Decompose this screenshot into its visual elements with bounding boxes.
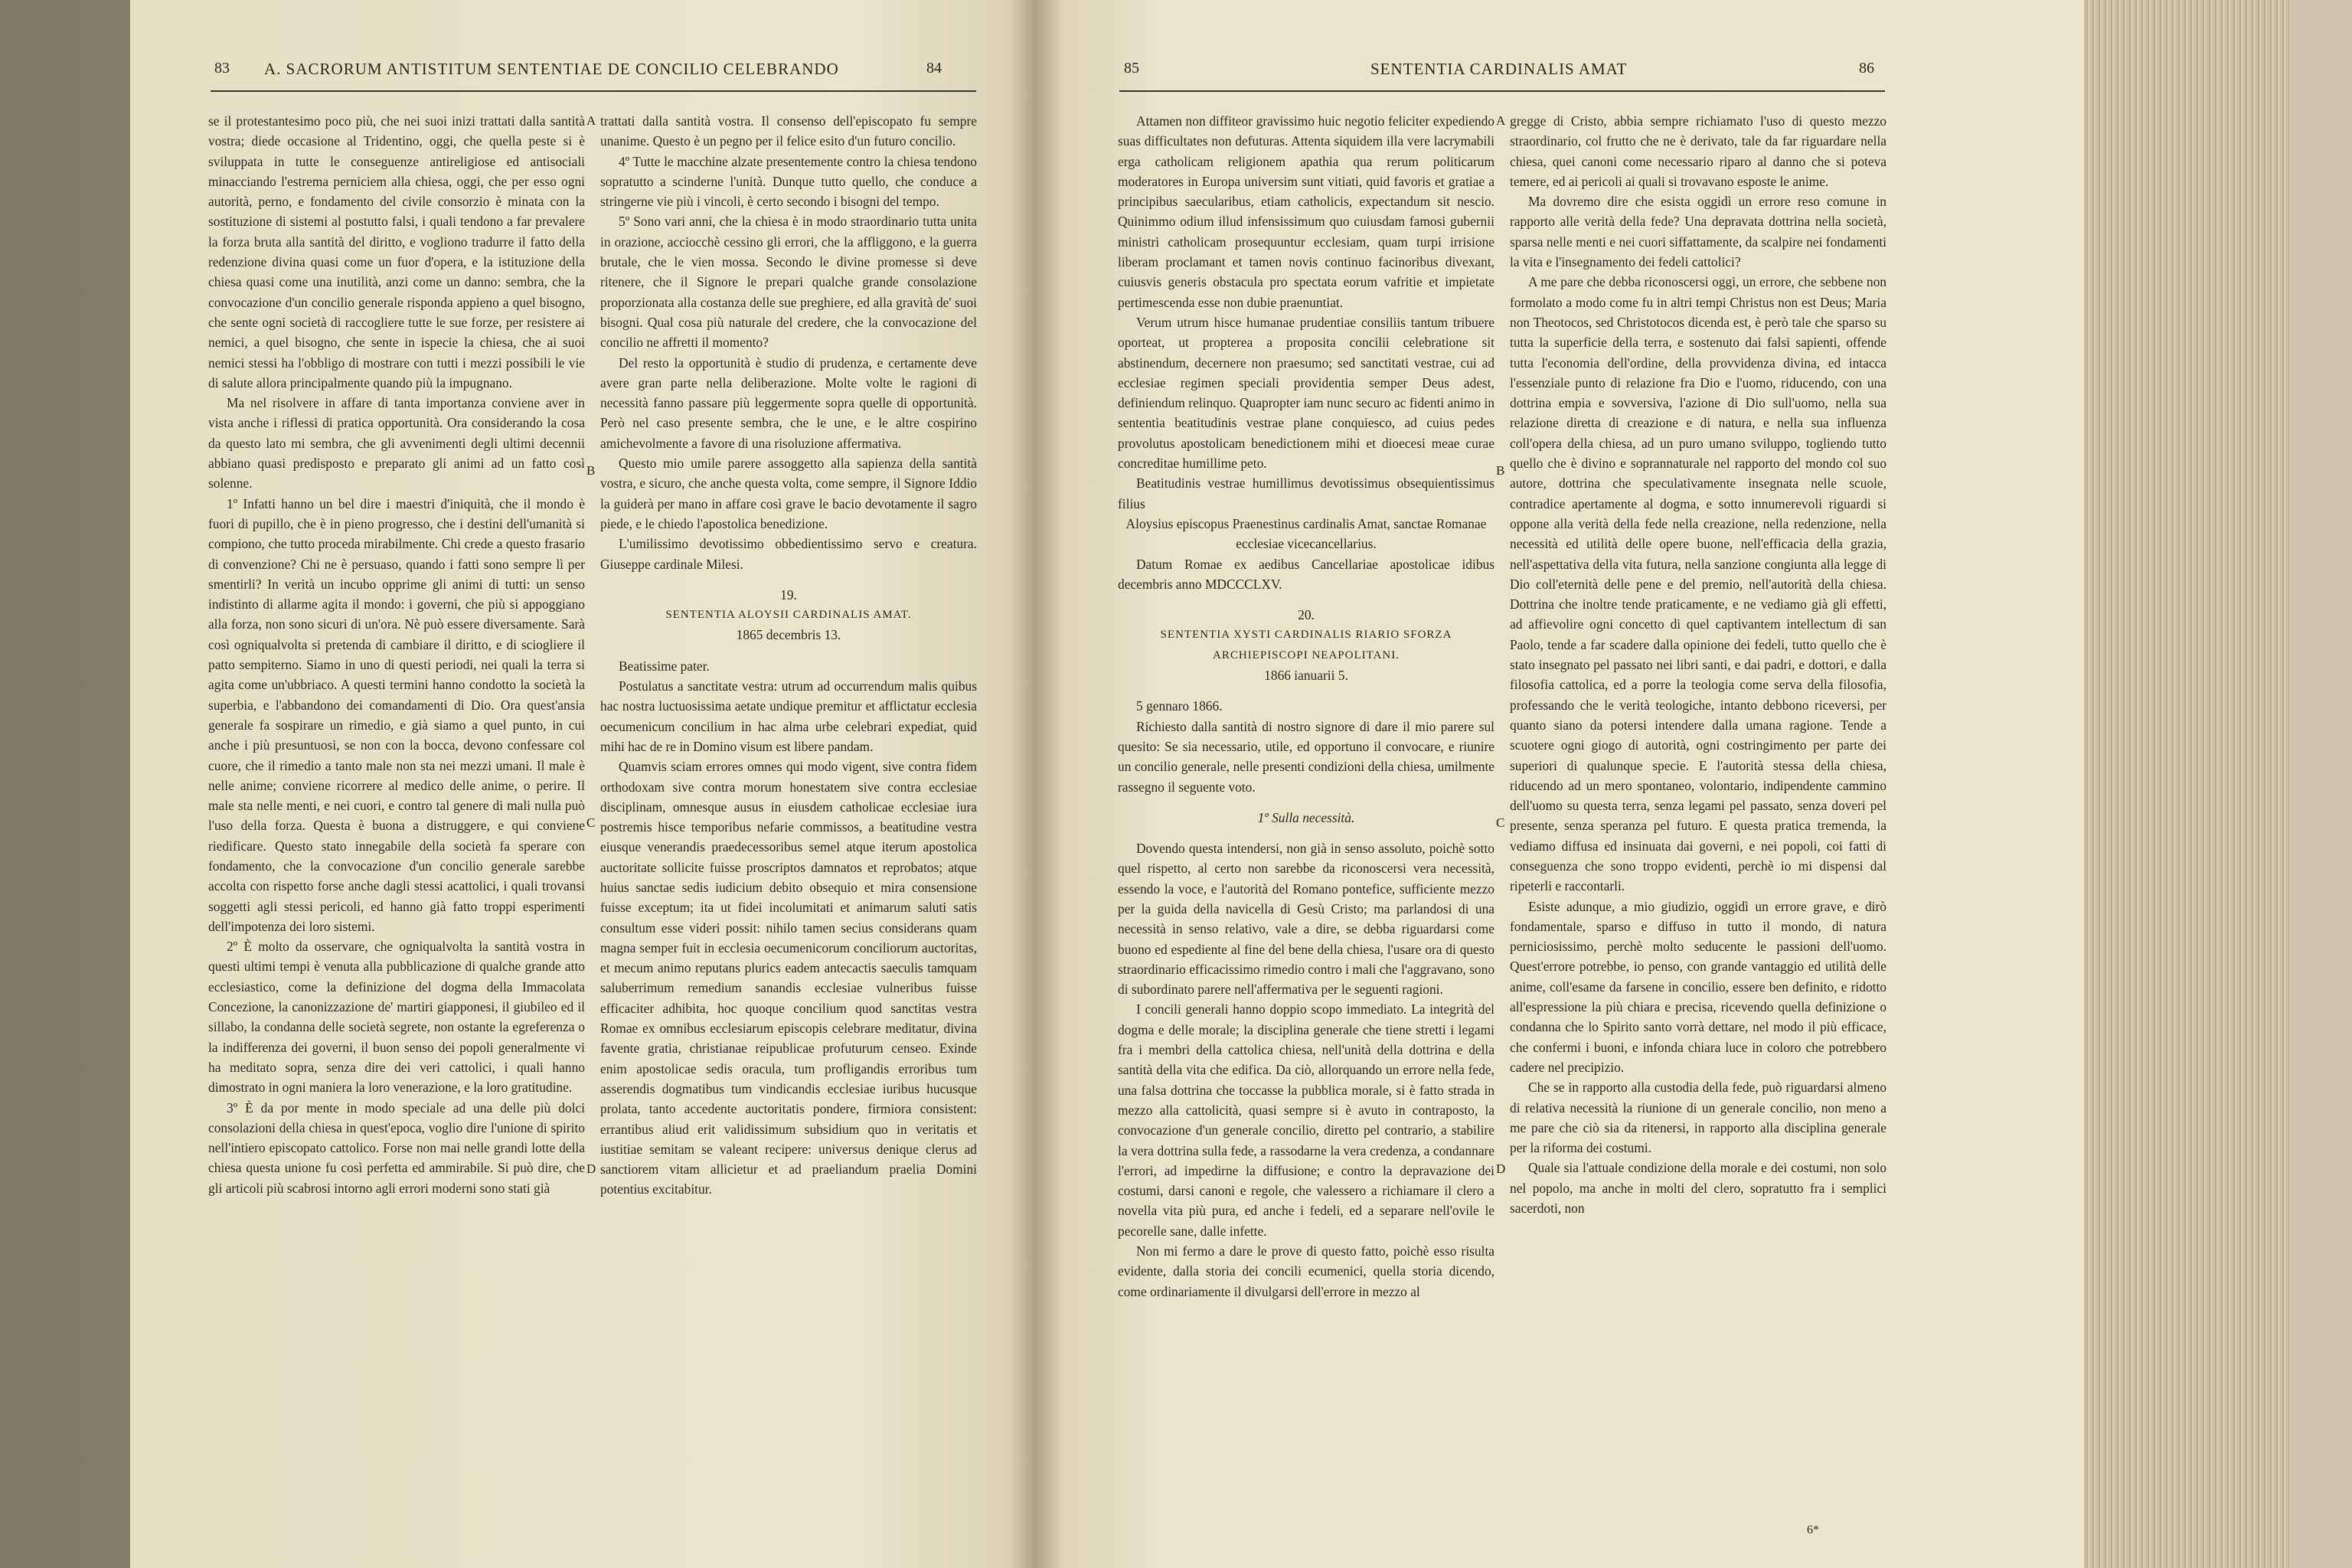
right-page-column-1 — [1118, 111, 1494, 1535]
paragraph: trattati dalla santità vostra. Il consenso dell'episcopato fu sempre unanime. Questo è un pegno per il felice esito d'un futuro concilio. — [600, 113, 977, 149]
left-page — [130, 0, 1034, 1568]
paragraph-gap — [600, 645, 977, 656]
section-heading: 1º Sulla necessità. — [1257, 809, 1355, 825]
paragraph: Quale sia l'attuale condizione della morale e dei costumi, non solo nel popolo, ma anche in molti del clero, sopratutto fra i semplici sacerdoti, non — [1510, 1160, 1886, 1217]
right-running-head: SENTENTIA CARDINALIS AMAT — [1370, 60, 1628, 78]
margin-marker-a: A — [1496, 113, 1506, 128]
page-number-84: 84 — [926, 60, 942, 77]
paragraph: gregge di Cristo, abbia sempre richiamato l'uso di questo mezzo straordinario, col frutto che ne è derivato, tale da far riguardare nella chiesa, quei canoni come necessario riparo al danno che si poteva temere, ed ai pericoli ai quali si trovavano esposte le anime. — [1510, 113, 1886, 189]
book-cover-edge — [2289, 0, 2352, 1568]
paragraph: Richiesto dalla santità di nostro signore di dare il mio parere sul quesito: Se sia necessario, utile, ed opportuno il convocare, e riunire un concilio generale, nelle presenti condizioni della chiesa, umilmente rassegno il seguente voto. — [1118, 718, 1494, 795]
paragraph: Attamen non diffiteor gravissimo huic negotio feliciter expediendo suas difficultates non defuturas. Attenta siquidem illa vere lacrymabili erga catholicam religionem apathia qua rerum politicarum moderatores in Europa universim sunt vitiati, quid favoris et gratiae a principibus saecularibus, etiam catholicis, expectandum sit nescio. Quinimmo odium illud infensissimum quo cuiusdam famosi gubernii ministri catholicam prosequuntur ecclesiam, quam turpi irrisione liberam proclamant et tamen novis continuo facinoribus divexant, cuiusvis generis obstacula pro spectata eorum vafritie et impietate pertimescenda esse non dubie praenuntiat. — [1118, 113, 1494, 310]
right-page — [1034, 0, 2084, 1568]
paragraph: Esiste adunque, a mio giudizio, oggidì un errore grave, e dirò fondamentale, sparso e diffuso in tutto il mondo, di natura perniciosissimo, perchè molto seducente le passioni dell'uomo. Quest'errore potrebbe, io penso, con grande vantaggio ed utilità delle anime, coll'esame da farsene in concilio, essere ben definito, e ridotto all'espressione la più chiara e precisa, ricevendo quella definizione o condanna che lo Spirito santo vorrà dettare, nel modo il più efficace, che confermi i buoni, e infonda chiara luce in coloro che potrebbero cadere nel precipizio. — [1510, 898, 1886, 1075]
paragraph: se il protestantesimo poco più, che nei suoi inizi trattati dalla santità vostra; diede occasione al Tridentino, oggi, che quella peste si è sviluppata in tutte le conseguenze antireligiose ed antisociali minacciando l'estrema perniciem alla chiesa, oggi, che per esso ogni autorità, perno, e fondamento del civile consorzio è minata con la sostituzione di sistemi al postutto falsi, i quali tendono a far prevalere la forza bruta alla santità del diritto, e vogliono tradurre il fatto della redenzione divina quasi come un fuor d'opera, e la istituzione della chiesa quasi come una inutilità, anzi come un danno: sembra, che la convocazione d'un concilio generale risponda appieno a quel bisogno, che sente ogni società di raccogliere tutte le sue forze, per resistere ai nemici, a quel bisogno, che sente in ispecie la chiesa, che ai suoi nemici stessi ha l'obbligo di mostrare con tutti i mezzi possibili le vie di salute allora principalmente quando più la impugnano. — [208, 113, 585, 390]
left-page-column-2 — [600, 111, 977, 1535]
section-heading: 20. — [1298, 607, 1315, 623]
paragraph: Beatissime pater. — [619, 658, 710, 674]
margin-marker-b: B — [586, 463, 596, 478]
paragraph: 3º È da por mente in modo speciale ad una delle più dolci consolazioni della chiesa in quest'epoca, voglio dire l'unione di spirito nell'intiero episcopato cattolico. Forse non mai nelle grandi lotte della chiesa questa unione fu così perfetta ed ammirabile. Si può dire, che gli articoli più scabrosi intorno agli errori moderni sono stati già — [208, 1099, 585, 1196]
section-heading: SENTENTIA XYSTI CARDINALIS RIARIO SFORZA ARCHIEPISCOPI NEAPOLITANI. — [1160, 629, 1452, 662]
section-heading: 19. — [780, 586, 797, 603]
paragraph-gap — [1118, 828, 1494, 838]
paragraph: L'umilissimo devotissimo obbedientissimo servo e creatura. Giuseppe cardinale Milesi. — [600, 536, 977, 572]
paragraph: Datum Romae ex aedibus Cancellariae apostolicae idibus decembris anno MDCCCLXV. — [1118, 556, 1494, 592]
paragraph: Non mi fermo a dare le prove di questo fatto, poichè esso risulta evidente, dalla storia dei concili ecumenici, quella storia dicendo, come ordinariamente il divulgarsi dell'errore in mezzo al — [1118, 1243, 1494, 1299]
paragraph: 4º Tutte le macchine alzate presentemente contro la chiesa tendono sopratutto a scinderne l'unità. Dunque tutto quello, che conduce a stringerne vie più i vincoli, è certo secondo i bisogni del tempo. — [600, 153, 977, 210]
paragraph: Del resto la opportunità è studio di prudenza, e certamente deve avere gran parte nella deliberazione. Molte volte le ragioni di necessità fanno passare più leggermente sopra quelle di opportunità. Però nel caso presente sembra, che le une, e le altre cospirino amichevolmente a favore di una risoluzione affermativa. — [600, 354, 977, 451]
header-rule — [1119, 90, 1885, 92]
paragraph: 5º Sono vari anni, che la chiesa è in modo straordinario tutta unita in orazione, acciocchè cessino gli errori, che la affliggono, e la guerra brutale, che le vien mossa. Secondo le divine promesse si deve ritenere, che il Signore le prepari qualche grande consolazione proporzionata alla costanza delle sue preghiere, ed alla gravità de' suoi bisogni. Qual cosa più naturale del credere, che la convocazione del concilio ne affretti il momento? — [600, 214, 977, 351]
page-number-85: 85 — [1124, 60, 1139, 77]
signature-mark: 6* — [1807, 1524, 1819, 1537]
paragraph: Ma dovremo dire che esista oggidì un errore reso comune in rapporto alle verità della fede? Una depravata dottrina nella società, sparsa nelle menti e nei cuori siffattamente, da scalpire nei fondamenti la vita e l'insegnamento dei fedeli cattolici? — [1510, 194, 1886, 270]
paragraph-gap — [600, 574, 977, 585]
paragraph: Che se in rapporto alla custodia della fede, può riguardarsi almeno di relativa necessità la riunione di un generale concilio, non meno a me pare che ciò sia da ritenersi, in rapporto alla disciplina generale per la riforma dei costumi. — [1510, 1080, 1886, 1156]
paragraph: Beatitudinis vestrae humillimus devotissimus obsequientissimus filius — [1118, 475, 1494, 511]
paragraph: Dovendo questa intendersi, non già in senso assoluto, poichè sotto quel rispetto, al certo non sarebbe da riconoscersi vera necessità, essendo la voce, e l'autorità del Romano pontefice, sufficiente mezzo per la guida della navicella di Gesù Cristo; ma parlandosi di una necessità in senso relativo, vale a dire, se debba riguardarsi come buono ed espediente al fine del bene della chiesa, l'usare ora di questo straordinario efficacissimo rimedio contro i mali che l'aggravano, sono di subordinato parere nell'affermativa per le seguenti ragioni. — [1118, 841, 1494, 998]
paragraph: 5 gennaro 1866. — [1136, 698, 1223, 714]
margin-marker-d: D — [1496, 1161, 1506, 1176]
margin-marker-b: B — [1496, 463, 1505, 478]
section-heading: 1865 decembris 13. — [736, 627, 841, 643]
margin-marker-c: C — [586, 815, 596, 830]
margin-marker-d: D — [586, 1161, 596, 1176]
paragraph: Quamvis sciam errores omnes qui modo vigent, sive contra fidem orthodoxam sive contra morum honestatem sive contra ecclesiae disciplinam, omnesque ausus in eiusdem catholicae ecclesiae iura postremis hisce temporibus nefarie commissos, a beatitudine vestra eiusque venerandis praedecessoribus semel atque iterum apostolica auctoritate sollicite fuisse proscriptos damnatos et reprobatos; atque huius sanctae sedis iudicium debito obsequio et mira consensione fuisse exceptum; ita ut fidei incolumitati et animarum saluti satis consultum esse videri possit: nihilo tamen secius considerans quam magna semper fuit in ecclesia oecumenicorum conciliorum auctoritas, et mecum animo reputans plurics eadem antecactis saeculis tamquam saluberrimum remedium sanandis ecclesiae vulneribus fuisse efficaciter adhibita, hoc quoque concilium quod sanctitas vestra Romae ex omnibus ecclesiarum episcopis celebrare meditatur, divina favente gratia, christianae reipublicae profuturum censeo. Exinde enim apostolicae sedis oracula, tum profligandis erroribus tum asserendis dogmatibus tum vindicandis ecclesiae iuribus hucusque prolata, tanto accedente auctoritatis pondere, firmiora consistent: errantibus aliud erit validissimum subsidium quo in veritatis et iustitiae semitam se valeant recipere: universus denique clerus ad sanctiorem vitam allicietur et ad praeliandum praelia Domini potentius excitabitur. — [600, 759, 977, 1197]
margin-marker-c: C — [1496, 815, 1505, 830]
paragraph-gap — [1118, 685, 1494, 696]
paragraph: Questo mio umile parere assoggetto alla sapienza della santità vostra, e sicuro, che anche questa volta, come sempre, il Signore Iddio la guiderà per mano in affare così grave le bacio devotamente il sagro piede, e le chiedo l'apostolica benedizione. — [600, 456, 977, 531]
header-rule — [211, 90, 976, 92]
paragraph: Verum utrum hisce humanae prudentiae consiliis tantum tribuere oporteat, ut propterea a proposita concilii celebratione sit abstinendum, decernere non praesumo; sed sanctitati vestrae, cui ad ecclesiae regimen speciali providentia semper Deus adest, definiendum relinquo. Quapropter iam nunc securo ac fidenti animo in sententia beatitudinis vestrae plane conquiesco, ad cuius pedes provolutus apostolicam benedictionem mihi et dioecesi meae curae concreditae humillime peto. — [1118, 314, 1494, 472]
paragraph: 2º È molto da osservare, che ogniqualvolta la santità vostra in questi ultimi tempi è venuta alla pubblicazione di qualche grande atto ecclesiastico, come la definizione del dogma della Immacolata Concezione, la canonizzazione de' martiri giapponesi, il giubileo ed il sillabo, la condanna delle società segrete, non ostante la egreferenza o la indifferenza dei governi, il buon senso dei popoli generalmente vi ha meditato sopra, senza dire dei veri cattolici, i quali hanno dimostrato in ogni maniera la loro venerazione, e la loro gratitudine. — [208, 939, 585, 1096]
page-number-86: 86 — [1859, 60, 1874, 77]
paragraph: I concili generali hanno doppio scopo immediato. La integrità del dogma e delle morale; la disciplina generale che tiene stretti i legami fra i membri della cattolica chiesa, nell'unità della dottrina e della santità della vita che edifica. Da ciò, allorquando un errore nella fede, una falsa dottrina che toccasse la pubblica morale, si è fatto strada in mezzo alla cattolicità, quasi sempre si è avuto in contraposto, la convocazione d'un generale concilio, diretto pel contrario, a stabilire la vera dottrina sulla fede, a rassodarne la vera credenza, a condannare l'errori, ad impedirne la diffusione; e contro la depravazione dei costumi, darsi canoni e regole, che valessero a richiamare il clero a novella vita più pura, ed anche i fedeli, ed a separare nell'ovile le pecorelle sane, dalle infette. — [1118, 1001, 1494, 1239]
left-page-column-1 — [208, 111, 585, 1535]
paragraph-gap — [1118, 797, 1494, 808]
section-heading: 1866 ianuarii 5. — [1264, 668, 1348, 684]
margin-marker-a: A — [586, 113, 596, 128]
paragraph: 1º Infatti hanno un bel dire i maestri d'iniquità, che il mondo è fuori di pupillo, che è in pieno progresso, che i destini dell'umanità si compiono, che tutto proceda mirabilmente. Chi crede a questo frasario di convenzione? Chi ne è persuaso, quando i fatti sono sempre lì per smentirli? In verità un incubo opprime gli animi di tutti: un senso indistinto di allarme agita il mondo: i governi, che più si appoggiano alla forza, non sono sicuri di un'ora. Nè può essere diversamente. Sarà così ogniqualvolta si pretenda di cambiare il diritto, e di sciogliere il patto sempiterno. Siamo in uno di questi periodi, nei quali la terra si agita come un'ubbriaco. A questi termini hanno condotto la società la superbia, e l'abbandono dei comandamenti di Dio. Ora quest'ansia generale fa sospirare un rimedio, e già siamo a quel punto, in cui anche i più presuntuosi, se non con la bocca, devono confessare col cuore, che il rimedio a tanto male non sta nei mezzi umani. Il male è nelle anime; conviene ricorrere al medico delle anime, o perire. Il male sta nelle menti, e nei cuori, e contro tal genere di mali nulla può l'uso della forza. Questa è buona a distruggere, e qui conviene riedificare. Questo stato innegabile della società fa sperare con fondamento, che la convocazione d'un concilio generale sarebbe accolta con rispetto forse anche dagli stessi acattolici, i quali trovansi soggetti agli stessi pericoli, ed hanno già fatto troppi esperimenti dell'impotenza dei loro sistemi. — [208, 495, 585, 934]
section-heading: SENTENTIA ALOYSII CARDINALIS AMAT. — [665, 609, 912, 622]
paragraph: Postulatus a sanctitate vestra: utrum ad occurrendum malis quibus hac nostra luctuosissima aetate undique premitur et afflictatur ecclesia oecumenicum concilium in hac alma urbe celebrari expediat, quid mihi hac de re in Domino visum est libere pandam. — [600, 678, 977, 754]
paragraph: A me pare che debba riconoscersi oggi, un errore, che sebbene non formolato a modo come fu in altri tempi Christus non est Deus; Maria non Theotocos, sed Christotocos dicenda est, è però tale che sparso su tutta la superficie della terra, e sostenuto dai falsi sapienti, offende tutta l'economia dell'ordine, della provvidenza divina, ed intacca l'essenziale punto di relazione fra Dio e l'uomo, riducendo, con una dottrina empia e sovversiva, l'azione di Dio sull'uomo, nella sua relazione diretta di creazione e di natura, e nella sua influenza coll'opera della chiesa, ad un puro umano sviluppo, togliendo tutto quello che è divino e soprannaturale nel rapporto del mondo col suo autore, dottrina che speculativamente insegnata nelle scuole, contradice apertamente al dogma, e sotto innumerevoli riguardi si oppone alla verità della fede nella creazione, nella redenzione, nella necessità ed utilità delle opere buone, nell'efficacia della grazia, nell'aspettativa della vita futura, nella sanzione congiunta alla legge di Dio coll'eternità delle pene e del premio, nell'autorità della chiesa. Dottrina che inoltre tende praticamente, e ne vediamo già gli effetti, ad affievolire ogni concetto di quel captivantem intellectum di san Paolo, tende a far scadere dalla opinione dei fedeli, tutto quello che è stato insegnato pel passato nei libri santi, e dai padri, e dottori, e dalla filosofia cattolica, ed a porre la teologia come serva della filosofia, professando che le verità teologiche, intanto debbono riceversi, per quanto siano da potersi intendere dalla umana ragione. Tende a scuotere ogni giogo di autorità, ogni costringimento per parte dei superiori di qualunque specie. E l'autorità stessa della chiesa, riducendo ad un mero spontaneo, volontario, indipendente cammino dell'uomo su questa terra, senza legami pel passato, senza doveri pel presente, senza speranza pel futuro. E questa pratica tremenda, la vediamo diffusa ed insinuata dai governi, e nei popoli, coi fatti di conseguenza che sono troppo evidenti, perchè io mi dispensi dal ripeterli e raccontarli. — [1510, 274, 1886, 894]
paragraph: Ma nel risolvere in affare di tanta importanza conviene aver in vista anche i riflessi di pratica opportunità. Ora considerando la cosa da questo lato mi sembra, che gli avvenimenti degli ultimi decennii abbiano quasi predisposto e preparato gli animi ad un fatto così solenne. — [208, 395, 585, 492]
left-running-head: A. SACRORUM ANTISTITUM SENTENTIAE DE CONCILIO CELEBRANDO — [264, 60, 839, 78]
book-gutter — [1009, 0, 1063, 1568]
page-number-83: 83 — [214, 60, 230, 77]
paragraph-gap — [1118, 594, 1494, 605]
right-page-column-2 — [1510, 111, 1886, 1535]
section-heading: Aloysius episcopus Praenestinus cardinalis Amat, sanctae Romanae ecclesiae vicecancellarius. — [1125, 515, 1487, 552]
